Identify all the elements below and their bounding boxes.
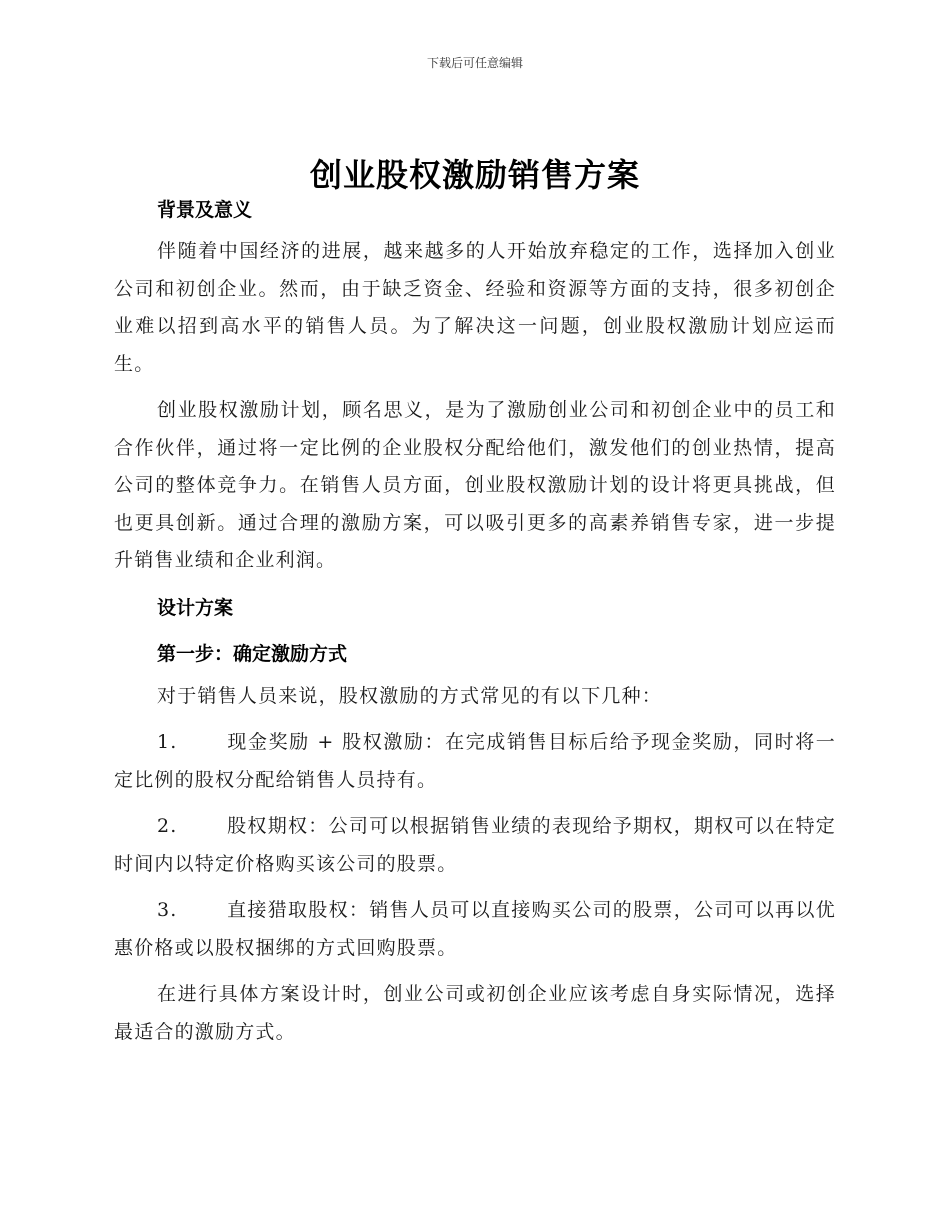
list-number: 3. [157,899,178,921]
list-number: 2. [157,815,178,837]
paragraph: 伴随着中国经济的进展，越来越多的人开始放弃稳定的工作，选择加入创业公司和初创企业。然而，由于缺乏资金、经验和资源等方面的支持，很多初创企业难以招到高水平的销售人员。为了解决这一问题，创业股权激励计划应运而生。 [114,240,836,375]
paragraph: 创业股权激励计划，顾名思义，是为了激励创业公司和初创企业中的员工和合作伙伴，通过将一定比例的企业股权分配给他们，激发他们的创业热情，提高公司的整体竞争力。在销售人员方面，创业股权激励计划的设计将更具挑战，但也更具创新。通过合理的激励方案，可以吸引更多的高素养销售专家，进一步提升销售业绩和企业利润。 [114,399,836,571]
paragraph: 对于销售人员来说，股权激励的方式常见的有以下几种： [157,684,663,707]
paragraph: 在进行具体方案设计时，创业公司或初创企业应该考虑自身实际情况，选择最适合的激励方式。 [114,983,836,1043]
subheading-step1: 第一步：确定激励方式 [157,642,348,665]
page-header: 下载后可任意编辑 [426,56,523,70]
document-title: 创业股权激励销售方案 [309,156,640,194]
list-item [114,808,836,883]
list-item [114,892,836,967]
list-text: 股权期权：公司可以根据销售业绩的表现给予期权，期权可以在特定时间内以特定价格购买该公司的股票。 [114,815,836,875]
section-heading-design: 设计方案 [157,596,234,619]
list-item [114,724,836,799]
document-body [114,196,836,1051]
section-heading-background: 背景及意义 [157,199,253,221]
list-text: 现金奖励 + 股权激励：在完成销售目标后给予现金奖励，同时将一定比例的股权分配给销售人员持有。 [114,731,836,791]
list-text: 直接猎取股权：销售人员可以直接购买公司的股票，公司可以再以优惠价格或以股权捆绑的方式回购股票。 [114,899,836,959]
list-number: 1. [157,731,178,753]
